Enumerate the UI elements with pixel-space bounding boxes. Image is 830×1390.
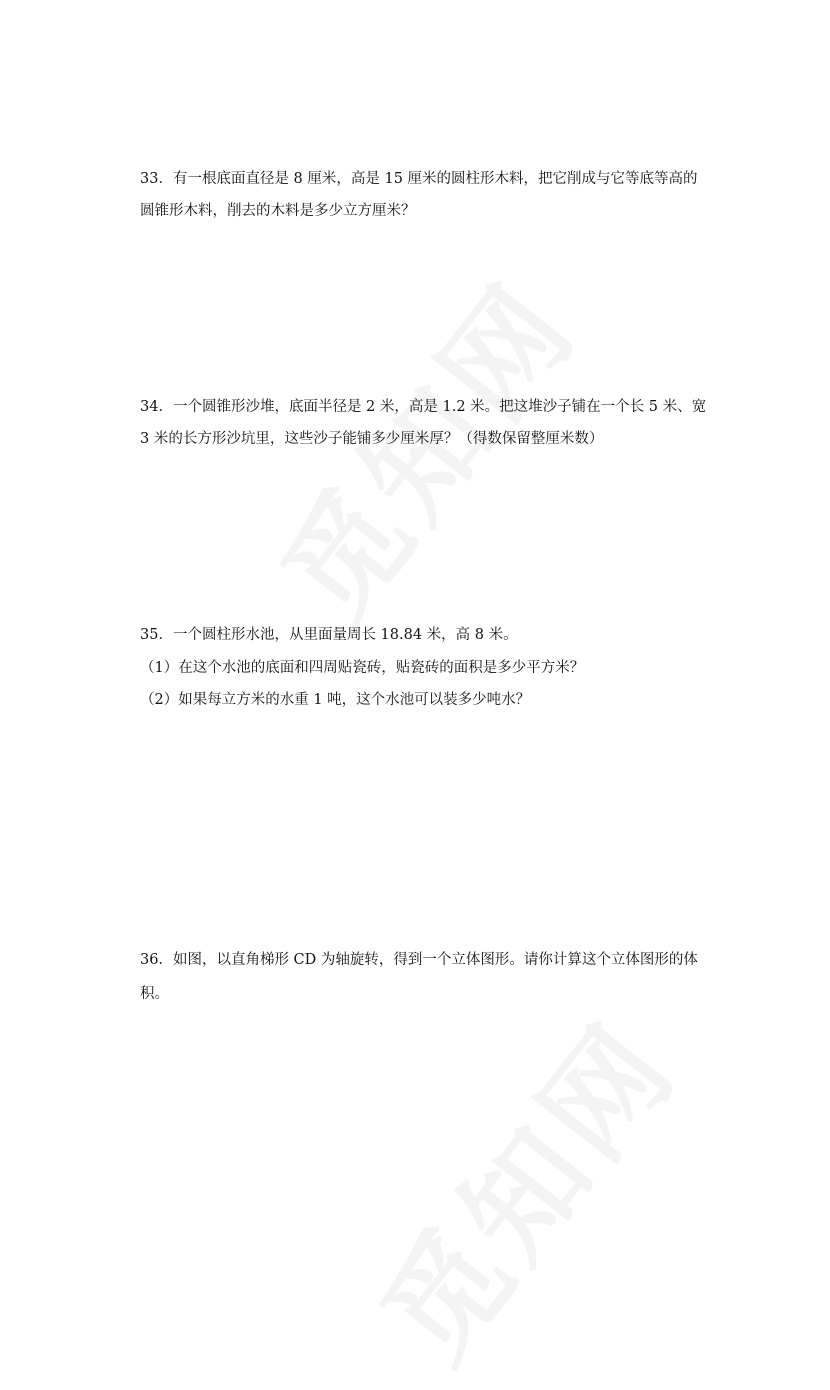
question-36-line-1: 36．如图，以直角梯形 CD 为轴旋转，得到一个立体图形。请你计算这个立体图形的体 [140, 952, 698, 968]
question-33-line-2: 圆锥形木料，削去的木料是多少立方厘米？ [140, 203, 416, 219]
question-33-line-1: 33．有一根底面直径是 8 厘米，高是 15 厘米的圆柱形木料，把它削成与它等底等高的 [140, 171, 698, 187]
question-35-sub-1: （1）在这个水池的底面和四周贴瓷砖，贴瓷砖的面积是多少平方米？ [140, 660, 585, 676]
question-36-line-2: 积。 [140, 986, 169, 1002]
question-35-sub-2: （2）如果每立方米的水重 1 吨，这个水池可以装多少吨水？ [140, 692, 531, 708]
question-34-line-2: 3 米的长方形沙坑里，这些沙子能铺多少厘米厚？（得数保留整厘米数） [140, 431, 604, 447]
watermark [336, 982, 708, 1390]
question-35-line-1: 35．一个圆柱形水池，从里面量周长 18.84 米，高 8 米。 [140, 627, 518, 643]
question-34-line-1: 34．一个圆锥形沙堆，底面半径是 2 米，高是 1.2 米。把这堆沙子铺在一个长 5 米、宽 [140, 399, 707, 415]
